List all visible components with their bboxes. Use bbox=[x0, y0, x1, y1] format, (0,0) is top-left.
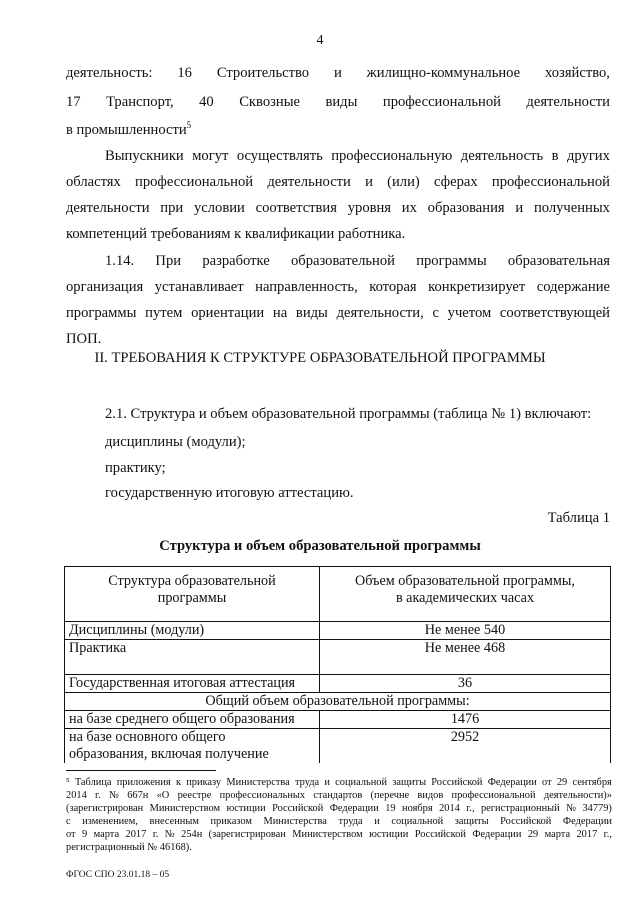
word: защиты bbox=[454, 816, 489, 827]
word: ориентации bbox=[191, 305, 265, 321]
word: программы bbox=[66, 305, 137, 321]
word: социальной bbox=[335, 777, 388, 788]
word: с bbox=[432, 305, 439, 321]
word: от bbox=[542, 777, 552, 788]
word: с bbox=[66, 816, 71, 827]
word: профессиональную bbox=[331, 148, 453, 164]
structure-table bbox=[64, 566, 611, 763]
word: приказом bbox=[210, 816, 252, 827]
word: и bbox=[515, 200, 524, 216]
word: 254н bbox=[181, 829, 203, 840]
header-volume-line: Объем образовательной программы, bbox=[355, 573, 575, 589]
word: 2017 bbox=[576, 829, 598, 840]
footnote-line bbox=[66, 802, 612, 815]
header-volume-line: в академических часах bbox=[395, 590, 535, 606]
word: профессиональной bbox=[135, 174, 254, 190]
footnote-line bbox=[66, 776, 612, 789]
word: виды bbox=[325, 94, 358, 110]
row-name: Государственная итоговая аттестация bbox=[65, 675, 320, 693]
word: и bbox=[324, 777, 330, 788]
row-value: 1476 bbox=[320, 711, 611, 729]
row-value: 36 bbox=[320, 675, 611, 693]
word: соответствующей bbox=[499, 305, 610, 321]
word: 9 bbox=[82, 829, 88, 840]
word: регистрационный bbox=[480, 803, 560, 814]
word: соответствия bbox=[255, 200, 337, 216]
row-name: Дисциплины (модули) bbox=[65, 622, 320, 640]
word: Министерством bbox=[292, 829, 363, 840]
word: внесенным bbox=[149, 816, 199, 827]
word: 2014 bbox=[439, 803, 460, 814]
word: Российской bbox=[500, 816, 552, 827]
para2-line1 bbox=[105, 147, 610, 165]
word: ⁵ bbox=[66, 777, 70, 788]
word: образовательная bbox=[507, 253, 610, 269]
para3-line4: ПОП. bbox=[66, 331, 102, 347]
table-row bbox=[65, 640, 611, 675]
word: реестре bbox=[177, 790, 212, 801]
word: труда bbox=[294, 777, 320, 788]
word: Министерством bbox=[149, 803, 221, 814]
word: г. bbox=[152, 829, 159, 840]
row-name: на базе среднего общего образования bbox=[65, 711, 320, 729]
header-structure-line: программы bbox=[157, 590, 227, 606]
word: (перечне bbox=[370, 790, 410, 801]
word: профессиональной bbox=[382, 94, 501, 110]
table-header-row bbox=[65, 567, 611, 622]
word: на bbox=[272, 305, 288, 321]
word: 1.14. bbox=[105, 253, 135, 269]
word: деятельности, bbox=[336, 305, 424, 321]
table-total-row bbox=[65, 693, 611, 711]
row-name: Практика bbox=[65, 640, 320, 675]
word: труда bbox=[338, 816, 363, 827]
word: устанавливает bbox=[154, 279, 244, 295]
word: видов bbox=[417, 790, 444, 801]
word: профессиональной bbox=[491, 174, 610, 190]
word: Российской bbox=[431, 777, 483, 788]
para2-line3 bbox=[66, 199, 610, 217]
word: организация bbox=[66, 279, 144, 295]
word: Таблица bbox=[74, 777, 112, 788]
word: г., bbox=[603, 829, 612, 840]
word: Федерации bbox=[562, 816, 612, 827]
footnote-line bbox=[66, 815, 612, 828]
table-row bbox=[65, 675, 611, 693]
word: 2014 bbox=[66, 790, 87, 801]
footnote-line: регистрационный № 46168). bbox=[66, 842, 192, 853]
para1-line2 bbox=[66, 93, 610, 111]
word: деятельность: bbox=[66, 65, 153, 81]
para4-line4: государственную итоговую аттестацию. bbox=[105, 485, 354, 501]
word: № bbox=[109, 790, 119, 801]
word: деятельности)» bbox=[543, 790, 612, 801]
word: Выпускники bbox=[105, 148, 184, 164]
word: при bbox=[160, 200, 184, 216]
table-label: Таблица 1 bbox=[547, 510, 610, 526]
table-row bbox=[65, 711, 611, 729]
word: в bbox=[551, 148, 559, 164]
word: условии bbox=[193, 200, 245, 216]
word: г. bbox=[95, 790, 101, 801]
table-header-structure bbox=[65, 567, 320, 622]
word: стандартов bbox=[313, 790, 363, 801]
word: могут bbox=[192, 148, 229, 164]
table-row bbox=[65, 729, 611, 764]
para2-line4: компетенций требованиям к квалификации работника. bbox=[66, 226, 406, 242]
word: учетом bbox=[447, 305, 492, 321]
word: от bbox=[66, 829, 76, 840]
word: (зарегистрирован bbox=[66, 803, 144, 814]
word: Федерации bbox=[487, 777, 537, 788]
word: хозяйство, bbox=[545, 65, 610, 81]
word: г., bbox=[466, 803, 475, 814]
word: марта bbox=[544, 829, 571, 840]
footnote bbox=[66, 776, 612, 854]
word: приложения bbox=[116, 777, 171, 788]
word: жилищно-коммунальное bbox=[366, 65, 521, 81]
table-header-volume bbox=[320, 567, 611, 622]
para1-line3 bbox=[66, 121, 610, 139]
word: «О bbox=[156, 790, 170, 801]
word: Российской bbox=[414, 829, 466, 840]
word: Российской bbox=[272, 803, 324, 814]
word: и bbox=[365, 174, 373, 190]
word: деятельность bbox=[460, 148, 544, 164]
word: приказу bbox=[186, 777, 222, 788]
footnote-line bbox=[66, 789, 612, 802]
word: их bbox=[401, 200, 417, 216]
word: Транспорт, bbox=[106, 94, 174, 110]
word: юстиции bbox=[369, 829, 409, 840]
row-value: 2952 bbox=[320, 729, 611, 764]
word: профессиональных bbox=[219, 790, 306, 801]
word: 16 bbox=[177, 65, 192, 81]
word: 29 bbox=[527, 829, 539, 840]
word: юстиции bbox=[226, 803, 266, 814]
word: 17 bbox=[66, 94, 81, 110]
word: и bbox=[333, 65, 342, 81]
word: № bbox=[566, 803, 577, 814]
word: 19 bbox=[385, 803, 396, 814]
para3-line3 bbox=[66, 304, 610, 322]
word: социальной bbox=[391, 816, 444, 827]
word: 667н bbox=[127, 790, 149, 801]
word: Федерации bbox=[472, 829, 522, 840]
word: уровня bbox=[347, 200, 392, 216]
row-name-line: образования, включая получение bbox=[69, 746, 269, 762]
total-label: Общий объем образовательной программы: bbox=[65, 693, 611, 711]
para4-line1: 2.1. Структура и объем образовательной программы (таблица № 1) включают: bbox=[105, 406, 592, 422]
word: деятельности bbox=[66, 200, 150, 216]
para3-line1 bbox=[105, 252, 610, 270]
word: содержание bbox=[536, 279, 610, 295]
word: Министерства bbox=[263, 816, 327, 827]
word: виды bbox=[295, 305, 328, 321]
word: Министерства bbox=[226, 777, 290, 788]
table-title: Структура и объем образовательной программы bbox=[159, 538, 481, 554]
word: направленность, bbox=[255, 279, 358, 295]
word: сентября bbox=[572, 777, 612, 788]
footnote-ref: 5 bbox=[186, 120, 192, 131]
row-name-line: на базе основного общего bbox=[69, 729, 226, 745]
para1-line3-text: в промышленности bbox=[66, 122, 187, 138]
para3-line2 bbox=[66, 278, 610, 296]
word: образовательной bbox=[290, 253, 395, 269]
word: (зарегистрирован bbox=[208, 829, 286, 840]
word: ноября bbox=[402, 803, 433, 814]
word: изменением, bbox=[82, 816, 138, 827]
row-value: Не менее 540 bbox=[320, 622, 611, 640]
row-name bbox=[65, 729, 320, 764]
word: путем bbox=[145, 305, 183, 321]
footnote-line bbox=[66, 828, 612, 841]
word: программы bbox=[416, 253, 487, 269]
word: образования bbox=[427, 200, 505, 216]
word: № bbox=[164, 829, 175, 840]
word: к bbox=[175, 777, 181, 788]
page-number: 4 bbox=[316, 33, 324, 48]
word: Строительство bbox=[216, 65, 310, 81]
word: (или) bbox=[387, 174, 420, 190]
footer-code: ФГОС СПО 23.01.18 – 05 bbox=[66, 870, 170, 880]
para1-line1 bbox=[66, 64, 610, 82]
word: При bbox=[155, 253, 182, 269]
section-heading: II. ТРЕБОВАНИЯ К СТРУКТУРЕ ОБРАЗОВАТЕЛЬНОЙ ПРОГРАММЫ bbox=[94, 350, 546, 366]
word: деятельности bbox=[526, 94, 610, 110]
word: защиты bbox=[392, 777, 427, 788]
word: осуществлять bbox=[236, 148, 323, 164]
word: 2017 bbox=[125, 829, 147, 840]
word: деятельности bbox=[267, 174, 351, 190]
word: Сквозные bbox=[239, 94, 300, 110]
word: марта bbox=[93, 829, 120, 840]
word: и bbox=[374, 816, 380, 827]
word: разработке bbox=[202, 253, 270, 269]
word: которая bbox=[369, 279, 417, 295]
word: других bbox=[567, 148, 610, 164]
word: 29 bbox=[556, 777, 568, 788]
word: сферах bbox=[434, 174, 478, 190]
para4-line2: дисциплины (модули); bbox=[105, 434, 246, 450]
para2-line2 bbox=[66, 173, 610, 191]
word: профессиональной bbox=[451, 790, 536, 801]
word: полученных bbox=[533, 200, 610, 216]
para4-line3: практику; bbox=[105, 460, 166, 476]
footnote-separator bbox=[66, 770, 216, 771]
word: 34779) bbox=[582, 803, 612, 814]
table-row bbox=[65, 622, 611, 640]
header-structure-line: Структура образовательной bbox=[108, 573, 276, 589]
row-value: Не менее 468 bbox=[320, 640, 611, 675]
word: Федерации bbox=[329, 803, 379, 814]
word: областях bbox=[66, 174, 121, 190]
word: 40 bbox=[199, 94, 214, 110]
word: конкретизирует bbox=[428, 279, 526, 295]
